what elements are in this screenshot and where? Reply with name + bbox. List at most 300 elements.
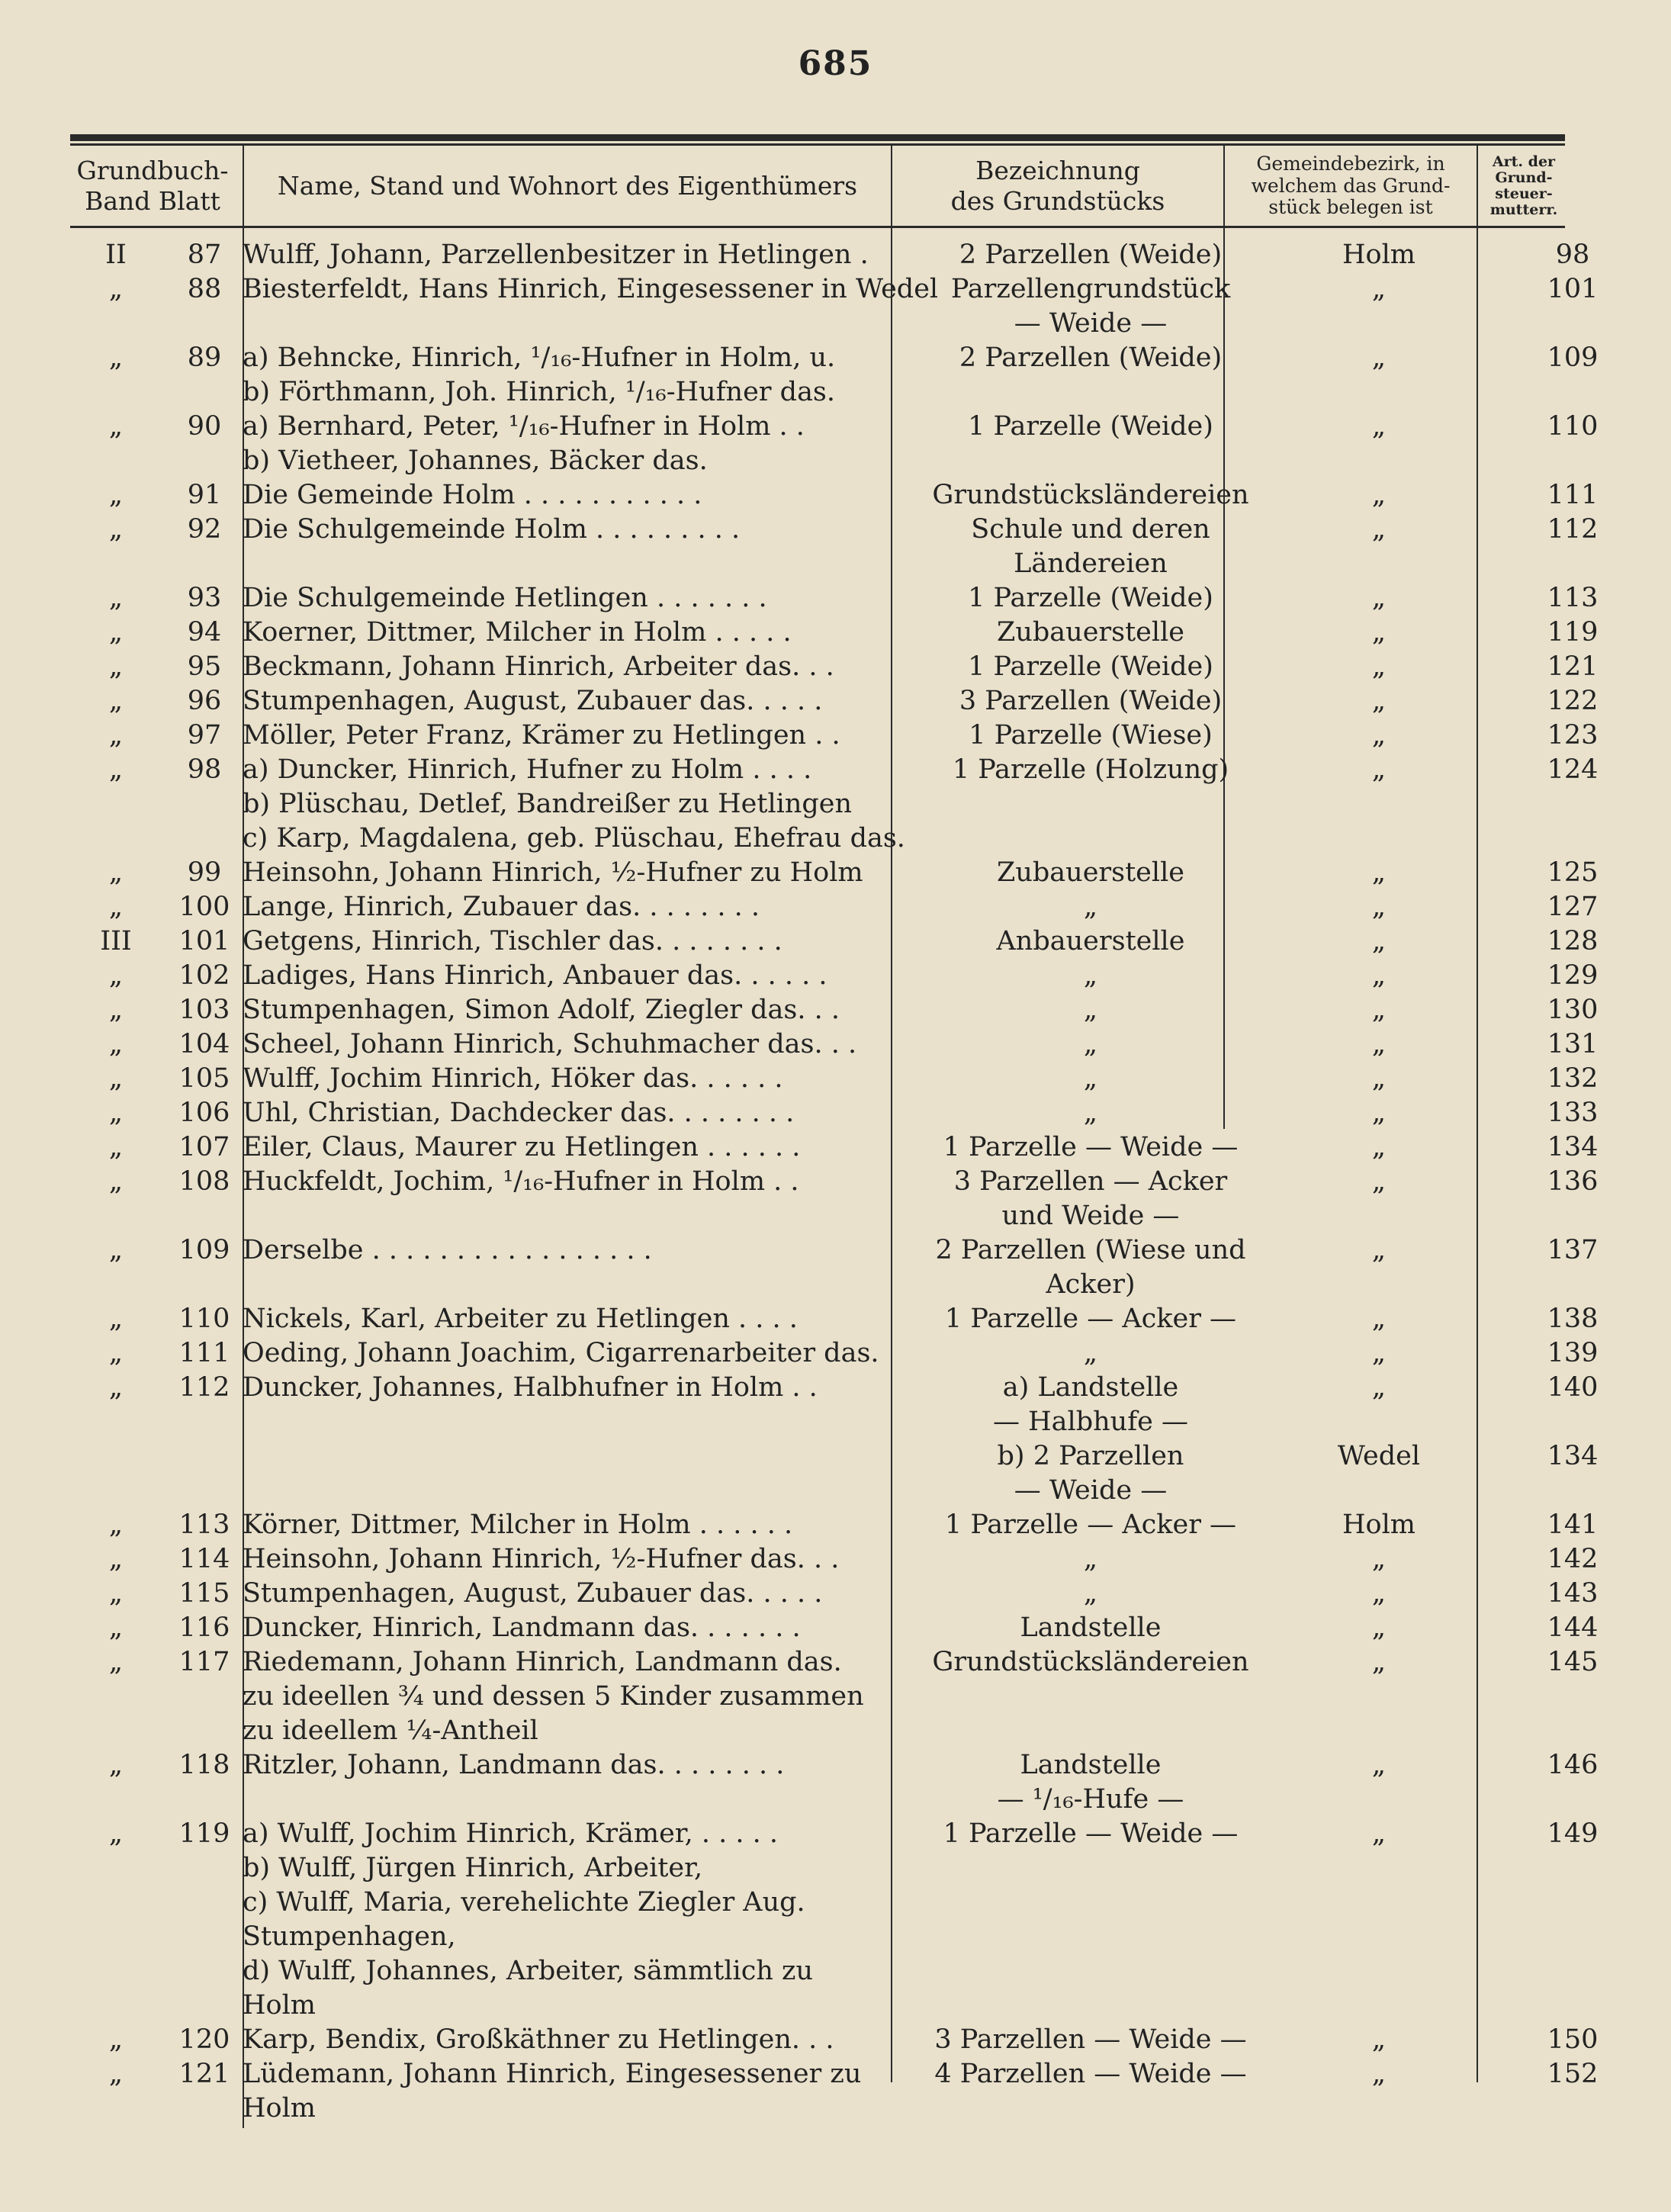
owner-cell [243,993,962,1027]
tax-article-cell: 137 [1547,1235,1599,1265]
tax-article-cell: 98 [1555,240,1590,270]
table-row [70,890,1599,924]
parcel-description-cell: „ [1083,1544,1098,1574]
blatt-cell: 119 [178,1818,230,1849]
owner-line: b) Plüschau, Detlef, Bandreißer zu Hetlingen [243,789,853,819]
table-row [70,1062,1599,1096]
parcel-description-cell: 2 Parzellen (Weide) [959,342,1223,373]
tax-article-cell: 127 [1547,892,1599,922]
parcel-description-cell: 4 Parzellen — Weide — [934,2059,1247,2089]
band-cell: „ [108,1818,124,1849]
municipality-cell: „ [1371,1647,1387,1677]
municipality-cell: „ [1371,2059,1387,2089]
blatt-cell: 91 [187,480,222,510]
band-cell: „ [108,1372,124,1403]
owner-cell [243,1508,962,1542]
tax-article-cell: 123 [1547,720,1599,751]
owner-line: zu ideellem ¼-Antheil [243,1715,538,1746]
tax-article-cell: 113 [1547,583,1599,613]
owner-line: Die Schulgemeinde Hetlingen . . . . . . . [243,583,767,613]
owner-line: Beckmann, Johann Hinrich, Arbeiter das. . . [243,651,834,682]
owner-line: Heinsohn, Johann Hinrich, ½-Hufner zu Holm [243,857,863,888]
blatt-cell: 111 [178,1338,230,1368]
blatt-cell: 105 [178,1063,230,1094]
blatt-cell: 95 [187,651,222,682]
table-row [70,341,1599,410]
tax-article-cell: 119 [1547,617,1599,648]
blatt-cell: 121 [178,2059,230,2089]
parcel-description-cell: 1 Parzelle — Acker — [944,1509,1237,1540]
owner-line: a) Behncke, Hinrich, ¹/₁₆-Hufner in Holm, u. [243,342,836,373]
municipality-cell: „ [1371,892,1387,922]
owner-line: c) Karp, Magdalena, geb. Plüschau, Ehefrau das. [243,823,905,854]
owner-line: Die Schulgemeinde Holm . . . . . . . . . [243,514,741,545]
municipality-cell: „ [1371,411,1387,442]
owner-line: Riedemann, Johann Hinrich, Landmann das. [243,1647,842,1677]
tax-article-cell: 142 [1547,1544,1599,1574]
tax-article-cell: 121 [1547,651,1599,682]
municipality-cell: „ [1371,274,1387,304]
tax-article-cell: 139 [1547,1338,1599,1368]
parcel-description-cell: „ [1083,1098,1098,1128]
municipality-cell: „ [1371,1063,1387,1094]
parcel-description-cell: „ [1083,1063,1098,1094]
table-row [70,959,1599,993]
band-cell: „ [108,411,124,442]
owner-line: Scheel, Johann Hinrich, Schuhmacher das. . . [243,1029,857,1059]
header-rule-thin [70,143,1565,146]
band-cell: „ [108,857,124,888]
parcel-description-cell: „ [1083,995,1098,1025]
tax-article-cell: 124 [1547,754,1599,785]
header-art: Art. der Grund- steuer- mutterr. [1489,153,1558,218]
owner-line: Stumpenhagen, Simon Adolf, Ziegler das. . . [243,995,840,1025]
band-cell: „ [108,995,124,1025]
owner-cell [243,581,962,616]
owner-cell [243,1542,962,1577]
owner-line: Duncker, Johannes, Halbhufner in Holm . . [243,1372,818,1403]
municipality-cell: Holm [1342,1509,1416,1540]
header-rule-thick [70,134,1565,141]
table-row [70,1577,1599,1611]
parcel-description-cell: 1 Parzelle (Holzung) [952,754,1229,785]
band-cell: „ [108,754,124,785]
owner-cell [243,410,962,478]
header-band-blatt: Grundbuch- Band Blatt [76,155,229,216]
band-cell: „ [108,686,124,716]
tax-article-cell: 130 [1547,995,1599,1025]
owner-cell [243,1577,962,1611]
blatt-cell: 112 [178,1372,230,1403]
owner-line: Karp, Bendix, Großkäthner zu Hetlingen. . . [243,2024,834,2055]
municipality-cell: „ [1371,1578,1387,1609]
band-cell: „ [108,1304,124,1334]
owner-cell [243,513,962,547]
owner-line: Nickels, Karl, Arbeiter zu Hetlingen . . . . [243,1304,798,1334]
blatt-cell: 97 [187,720,222,751]
band-cell: „ [108,892,124,922]
blatt-cell: 106 [178,1098,230,1128]
band-cell: „ [108,1612,124,1643]
owner-line: Biesterfeldt, Hans Hinrich, Eingesessener in Wedel [243,274,939,304]
blatt-cell: 107 [178,1132,230,1162]
band-cell: „ [108,514,124,545]
band-cell: „ [108,1235,124,1265]
band-cell: „ [108,1132,124,1162]
blatt-cell: 96 [187,686,222,716]
table-row [70,719,1599,753]
table-row [70,1508,1599,1542]
owner-line: Lüdemann, Johann Hinrich, Eingesessener zu [243,2059,862,2089]
municipality-cell: „ [1371,1132,1387,1162]
owner-line: Die Gemeinde Holm . . . . . . . . . . . [243,480,702,510]
owner-line: zu ideellen ¾ und dessen 5 Kinder zusammen [243,1681,864,1712]
owner-cell [243,238,962,272]
parcel-description-cell: 1 Parzelle (Weide) [968,583,1213,613]
header-name: Name, Stand und Wohnort des Eigenthümers [277,170,858,201]
parcel-description-cell: „ [1083,1029,1098,1059]
owner-cell [243,478,962,513]
owner-line: Körner, Dittmer, Milcher in Holm . . . . . . [243,1509,793,1540]
tax-article-cell: 128 [1547,926,1599,956]
parcel-description-cell: Zubauerstelle [997,857,1184,888]
parcel-description-cell: Landstelle — ¹/₁₆-Hufe — [997,1750,1184,1815]
owner-cell [243,272,962,307]
tax-article-cell: 110 [1547,411,1599,442]
tax-article-cell: 138 [1547,1304,1599,1334]
parcel-description-cell: 3 Parzellen (Weide) [959,686,1223,716]
parcel-description-cell: „ [1083,1338,1098,1368]
owner-line: Oeding, Johann Joachim, Cigarrenarbeiter das. [243,1338,879,1368]
parcel-description-cell: Anbauerstelle [996,926,1185,956]
parcel-description-cell: 1 Parzelle (Weide) [968,411,1213,442]
municipality-cell: „ [1371,995,1387,1025]
parcel-description-cell: Grundstücksländereien [932,1647,1249,1677]
municipality-cell: „ [1371,1818,1387,1849]
owner-line: Koerner, Dittmer, Milcher in Holm . . . . . [243,617,792,648]
blatt-cell: 108 [178,1166,230,1197]
tax-article-cell: 132 [1547,1063,1599,1094]
blatt-cell: 94 [187,617,222,648]
band-cell: „ [108,1063,124,1094]
band-cell: „ [108,1166,124,1197]
municipality-cell: „ [1371,686,1387,716]
parcel-description-cell: 2 Parzellen (Wiese und Acker) [935,1235,1246,1300]
blatt-cell: 116 [178,1612,230,1643]
band-cell: „ [108,651,124,682]
blatt-cell: 90 [187,411,222,442]
band-cell: „ [108,1338,124,1368]
blatt-cell: 93 [187,583,222,613]
municipality-cell: „ [1371,1612,1387,1643]
owner-line: d) Wulff, Johannes, Arbeiter, sämmtlich zu [243,1956,814,1986]
page-number: 685 [798,44,873,83]
owner-cell [243,1645,962,1748]
table-row [70,753,1599,856]
owner-cell [243,684,962,719]
owner-line: c) Wulff, Maria, verehelichte Ziegler Aug. [243,1887,805,1918]
municipality-cell: „ [1371,2024,1387,2055]
blatt-cell: 89 [187,342,222,373]
tax-article-cell: 122 [1547,686,1599,716]
municipality-cell: „ [1371,1750,1387,1780]
owner-cell [243,1062,962,1096]
owner-cell [243,924,962,959]
owner-cell [243,650,962,684]
owner-line: Stumpenhagen, August, Zubauer das. . . . . [243,1578,823,1609]
tax-article-cell: 140 134 [1547,1372,1599,1471]
owner-cell [243,1165,962,1199]
owner-line: b) Vietheer, Johannes, Bäcker das. [243,445,708,476]
owner-cell [243,1233,962,1268]
owner-cell [243,1336,962,1371]
parcel-description-cell: „ [1083,960,1098,991]
municipality-cell: „ [1371,1304,1387,1334]
blatt-cell: 110 [178,1304,230,1334]
municipality-cell: „ Wedel [1337,1372,1421,1471]
band-cell: „ [108,960,124,991]
band-cell: „ [108,617,124,648]
municipality-cell: „ [1371,857,1387,888]
band-cell: III [100,926,132,956]
parcel-description-cell: 1 Parzelle (Wiese) [969,720,1213,751]
owner-line: Holm [243,2093,316,2124]
owner-line: Huckfeldt, Jochim, ¹/₁₆-Hufner in Holm . . [243,1166,799,1197]
owner-line: a) Wulff, Jochim Hinrich, Krämer, . . . . . [243,1818,779,1849]
table-row [70,993,1599,1027]
parcel-description-cell: 1 Parzelle — Acker — [944,1304,1237,1334]
owner-cell [243,1130,962,1165]
parcel-description-cell: Schule und deren Ländereien [971,514,1210,579]
owner-cell [243,1027,962,1062]
table-row [70,272,1599,341]
band-cell: „ [108,583,124,613]
table-row [70,238,1590,272]
header-gemeindebezirk: Gemeindebezirk, in welchem das Grund- stück belegen ist [1251,152,1451,219]
owner-line: Wulff, Johann, Parzellenbesitzer in Hetlingen . [243,240,869,270]
table-row [70,1233,1599,1302]
municipality-cell: „ [1371,754,1387,785]
tax-article-cell: 129 [1547,960,1599,991]
blatt-cell: 98 [187,754,222,785]
blatt-cell: 115 [178,1578,230,1609]
municipality-cell: „ [1371,480,1387,510]
owner-cell [243,616,962,650]
blatt-cell: 120 [178,2024,230,2055]
municipality-cell: „ [1371,1235,1387,1265]
band-cell: „ [108,342,124,373]
tax-article-cell: 131 [1547,1029,1599,1059]
parcel-description-cell: 2 Parzellen (Weide) [959,240,1223,270]
owner-line: b) Wulff, Jürgen Hinrich, Arbeiter, [243,1853,703,1883]
table-row [70,1611,1599,1645]
municipality-cell: „ [1371,342,1387,373]
table-row [70,650,1599,684]
owner-cell [243,1817,962,2023]
parcel-description-cell: a) Landstelle — Halbhufe — b) 2 Parzellen — Weide — [993,1372,1188,1506]
municipality-cell: „ [1371,720,1387,751]
table-row [70,1165,1599,1233]
parcel-description-cell: Landstelle [1020,1612,1162,1643]
municipality-cell: „ [1371,583,1387,613]
header-bottom-rule [70,226,1565,228]
tax-article-cell: 109 [1547,342,1599,373]
tax-article-cell: 101 [1547,274,1599,304]
table-row [70,1302,1599,1336]
owner-line: Stumpenhagen, August, Zubauer das. . . . . [243,686,823,716]
owner-line: Duncker, Hinrich, Landmann das. . . . . . . [243,1612,801,1643]
owner-line: Wulff, Jochim Hinrich, Höker das. . . . . . [243,1063,783,1094]
owner-cell [243,719,962,753]
tax-article-cell: 144 [1547,1612,1599,1643]
blatt-cell: 114 [178,1544,230,1574]
table-row [70,1542,1599,1577]
tax-article-cell: 134 [1547,1132,1599,1162]
owner-cell [243,959,962,993]
tax-article-cell: 141 [1547,1509,1599,1540]
header-desc: Bezeichnung des Grundstücks [950,155,1165,216]
municipality-cell: „ [1371,1029,1387,1059]
table-row [70,1748,1599,1817]
owner-line: Getgens, Hinrich, Tischler das. . . . . . . . [243,926,782,956]
table-row [70,856,1599,890]
table-row [70,1645,1599,1748]
table-row [70,924,1599,959]
blatt-cell: 118 [178,1750,230,1780]
table-row [70,1096,1599,1130]
owner-line: Möller, Peter Franz, Krämer zu Hetlingen . . [243,720,840,751]
table-row [70,1817,1599,2023]
owner-line: Ladiges, Hans Hinrich, Anbauer das. . . . . . [243,960,827,991]
blatt-cell: 103 [178,995,230,1025]
band-cell: „ [108,1098,124,1128]
parcel-description-cell: „ [1083,1578,1098,1609]
band-cell: „ [108,480,124,510]
municipality-cell: „ [1371,960,1387,991]
table-row [70,1027,1599,1062]
blatt-cell: 99 [187,857,222,888]
municipality-cell: „ [1371,1098,1387,1128]
band-cell: „ [108,1578,124,1609]
band-cell: II [105,240,127,270]
tax-article-cell: 150 [1547,2024,1599,2055]
tax-article-cell: 136 [1547,1166,1599,1197]
table-row [70,1371,1599,1508]
parcel-description-cell: 3 Parzellen — Weide — [934,2024,1247,2055]
blatt-cell: 102 [178,960,230,991]
blatt-cell: 104 [178,1029,230,1059]
table-row [70,410,1599,478]
band-cell: „ [108,2024,124,2055]
owner-line: a) Duncker, Hinrich, Hufner zu Holm . . . . [243,754,812,785]
blatt-cell: 117 [178,1647,230,1677]
municipality-cell: „ [1371,1166,1387,1197]
blatt-cell: 113 [178,1509,230,1540]
municipality-cell: „ [1371,1338,1387,1368]
blatt-cell: 100 [178,892,230,922]
owner-cell [243,1096,962,1130]
owner-cell [243,341,962,410]
owner-line: Lange, Hinrich, Zubauer das. . . . . . . . [243,892,760,922]
owner-line: Heinsohn, Johann Hinrich, ½-Hufner das. . . [243,1544,840,1574]
municipality-cell: „ [1371,926,1387,956]
owner-cell [243,2023,962,2057]
parcel-description-cell: Parzellengrundstück — Weide — [950,274,1231,339]
table-row [70,478,1599,513]
owner-cell [243,1611,962,1645]
parcel-description-cell: 1 Parzelle — Weide — [943,1132,1239,1162]
municipality-cell: Holm [1342,240,1416,270]
table-row [70,684,1599,719]
owner-line: Derselbe . . . . . . . . . . . . . . . . . [243,1235,652,1265]
municipality-cell: „ [1371,651,1387,682]
owner-cell [243,1748,962,1783]
blatt-cell: 92 [187,514,222,545]
band-cell: „ [108,1509,124,1540]
owner-line: Stumpenhagen, [243,1921,456,1952]
table-row [70,513,1599,581]
table-row [70,1130,1599,1165]
owner-line: a) Bernhard, Peter, ¹/₁₆-Hufner in Holm . . [243,411,805,442]
owner-line: Ritzler, Johann, Landmann das. . . . . . . . [243,1750,785,1780]
owner-line: Holm [243,1990,316,2021]
municipality-cell: „ [1371,514,1387,545]
tax-article-cell: 111 [1547,480,1599,510]
owner-line: b) Förthmann, Joh. Hinrich, ¹/₁₆-Hufner das. [243,377,836,407]
owner-line: Eiler, Claus, Maurer zu Hetlingen . . . . . . [243,1132,801,1162]
owner-cell [243,856,962,890]
blatt-cell: 101 [178,926,230,956]
owner-cell [243,753,962,856]
band-cell: „ [108,2059,124,2089]
parcel-description-cell: Zubauerstelle [997,617,1184,648]
parcel-description-cell: „ [1083,892,1098,922]
municipality-cell: „ [1371,1544,1387,1574]
parcel-description-cell: 3 Parzellen — Acker und Weide — [953,1166,1228,1231]
table-row [70,581,1599,616]
parcel-description-cell: Grundstücksländereien [932,480,1249,510]
tax-article-cell: 112 [1547,514,1599,545]
tax-article-cell: 149 [1547,1818,1599,1849]
owner-line: Uhl, Christian, Dachdecker das. . . . . . . . [243,1098,795,1128]
band-cell: „ [108,1750,124,1780]
band-cell: „ [108,720,124,751]
owner-cell [243,1302,962,1336]
blatt-cell: 109 [178,1235,230,1265]
tax-article-cell: 152 [1547,2059,1599,2089]
tax-article-cell: 145 [1547,1647,1599,1677]
table-row [70,1336,1599,1371]
tax-article-cell: 146 [1547,1750,1599,1780]
band-cell: „ [108,1029,124,1059]
table-row [70,616,1599,650]
parcel-description-cell: 1 Parzelle — Weide — [943,1818,1239,1849]
table-row [70,2057,1599,2126]
owner-cell [243,890,962,924]
owner-cell [243,1371,962,1405]
tax-article-cell: 125 [1547,857,1599,888]
blatt-cell: 87 [187,240,222,270]
parcel-description-cell: 1 Parzelle (Weide) [968,651,1213,682]
owner-cell [243,2057,962,2126]
blatt-cell: 88 [187,274,222,304]
tax-article-cell: 143 [1547,1578,1599,1609]
tax-article-cell: 133 [1547,1098,1599,1128]
band-cell: „ [108,274,124,304]
band-cell: „ [108,1544,124,1574]
band-cell: „ [108,1647,124,1677]
table-row [70,2023,1599,2057]
